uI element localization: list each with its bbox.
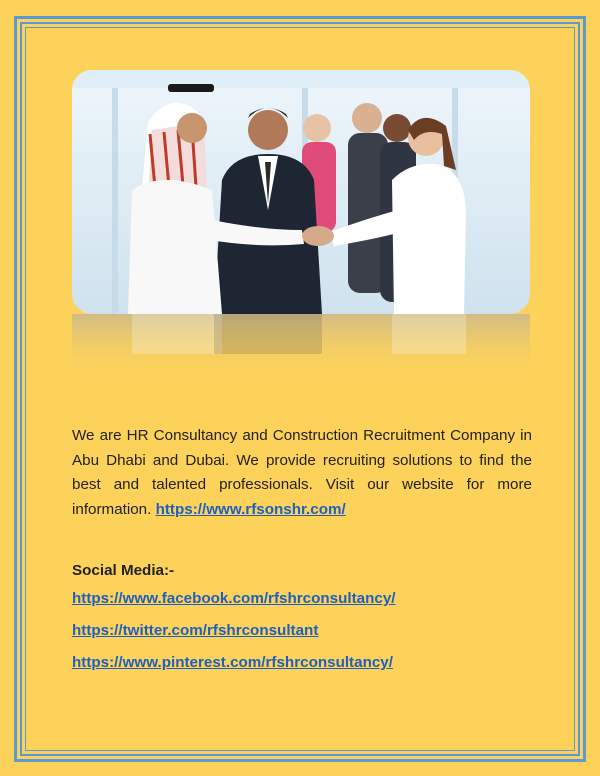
social-link-row (72, 651, 532, 676)
photo-reflection (72, 314, 530, 382)
intro-text: We are HR Consultancy and Construction Recruitment Company in Abu Dhabi and Dubai. We provide recruiting solutions to find the best and talented professionals. Visit our website for more information. (72, 427, 532, 518)
website-link[interactable]: https://www.rfsonshr.com/ (155, 500, 346, 518)
twitter-link[interactable]: https://twitter.com/rfshrconsultant (72, 622, 319, 639)
social-link-row (72, 619, 532, 644)
social-link-row (72, 587, 532, 612)
intro-paragraph (72, 424, 532, 522)
pinterest-link[interactable]: https://www.pinterest.com/rfshrconsultancy/ (72, 654, 393, 671)
facebook-link[interactable]: https://www.facebook.com/rfshrconsultancy/ (72, 590, 396, 607)
social-media-heading: Social Media:- (72, 562, 175, 579)
handshake-business-team-photo (72, 70, 530, 314)
